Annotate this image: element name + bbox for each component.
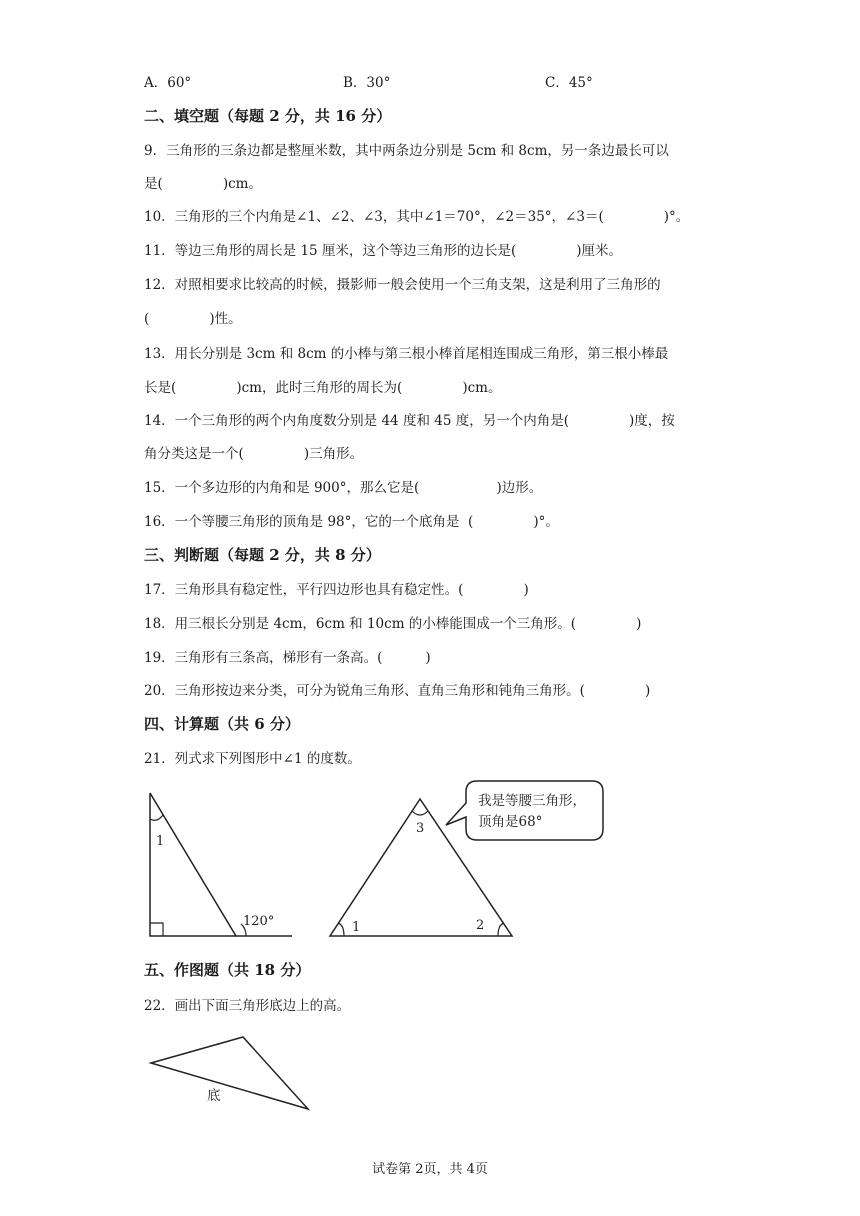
option-c: C．45° — [545, 75, 593, 91]
question-20: 20．三角形按边来分类，可分为锐角三角形、直角三角形和钝角三角形。( ) — [144, 683, 651, 699]
question-10: 10．三角形的三个内角是∠1、∠2、∠3，其中∠1＝70°，∠2＝35°，∠3＝( )°。 — [144, 209, 690, 225]
question-14-line2: 角分类这是一个( )三角形。 — [144, 446, 364, 462]
option-a: A．60° — [144, 75, 192, 91]
question-13-line2: 长是( )cm，此时三角形的周长为( )cm。 — [144, 380, 502, 396]
option-b: B．30° — [343, 75, 391, 91]
angle-1-label: 1 — [156, 834, 165, 849]
question-14-line1: 14．一个三角形的两个内角度数分别是 44 度和 45 度，另一个内角是( )度，按 — [144, 413, 675, 429]
page-footer: 试卷第 2页，共 4页 — [372, 1162, 488, 1177]
question-22: 22．画出下面三角形底边上的高。 — [144, 998, 351, 1014]
question-16: 16．一个等腰三角形的顶角是 98°，它的一个底角是 ( )°。 — [144, 514, 559, 530]
base-label: 底 — [207, 1088, 221, 1104]
section-heading-fill-in: 二、填空题（每题 2 分，共 16 分） — [144, 107, 392, 125]
bubble-text-line2: 顶角是68° — [478, 814, 543, 830]
question-9-line2: 是( )cm。 — [144, 176, 262, 192]
draw-height-triangle-figure — [145, 1030, 325, 1120]
question-19: 19．三角形有三条高，梯形有一条高。( ) — [144, 650, 431, 666]
question-12-line1: 12．对照相要求比较高的时候，摄影师一般会使用一个三角支架，这是利用了三角形的 — [144, 277, 661, 293]
section-heading-calc: 四、计算题（共 6 分） — [144, 715, 300, 733]
right-triangle-figure — [140, 785, 300, 945]
question-9-line1: 9．三角形的三条边都是整厘米数，其中两条边分别是 5cm 和 8cm，另一条边最长可以 — [144, 143, 669, 159]
angle-3-label: 3 — [416, 821, 425, 836]
angle-1-label: 1 — [352, 920, 361, 935]
question-11: 11．等边三角形的周长是 15 厘米，这个等边三角形的边长是( )厘米。 — [144, 243, 623, 259]
section-heading-judge: 三、判断题（每题 2 分，共 8 分） — [144, 546, 381, 564]
speech-bubble — [446, 781, 603, 840]
question-18: 18．用三根长分别是 4cm，6cm 和 10cm 的小棒能围成一个三角形。( ) — [144, 616, 642, 632]
section-heading-draw: 五、作图题（共 18 分） — [144, 961, 311, 979]
question-15: 15．一个多边形的内角和是 900°，那么它是( )边形。 — [144, 480, 543, 496]
bubble-text-line1: 我是等腰三角形， — [478, 793, 586, 809]
question-13-line1: 13．用长分别是 3cm 和 8cm 的小棒与第三根小棒首尾相连围成三角形，第三根小棒最 — [144, 346, 669, 362]
question-21: 21．列式求下列图形中∠1 的度数。 — [144, 751, 361, 767]
angle-2-label: 2 — [476, 918, 485, 933]
question-12-line2: ( )性。 — [144, 311, 242, 327]
exterior-angle-label: 120° — [243, 914, 275, 929]
isosceles-triangle-figure — [320, 775, 620, 945]
question-17: 17．三角形具有稳定性，平行四边形也具有稳定性。( ) — [144, 582, 529, 598]
